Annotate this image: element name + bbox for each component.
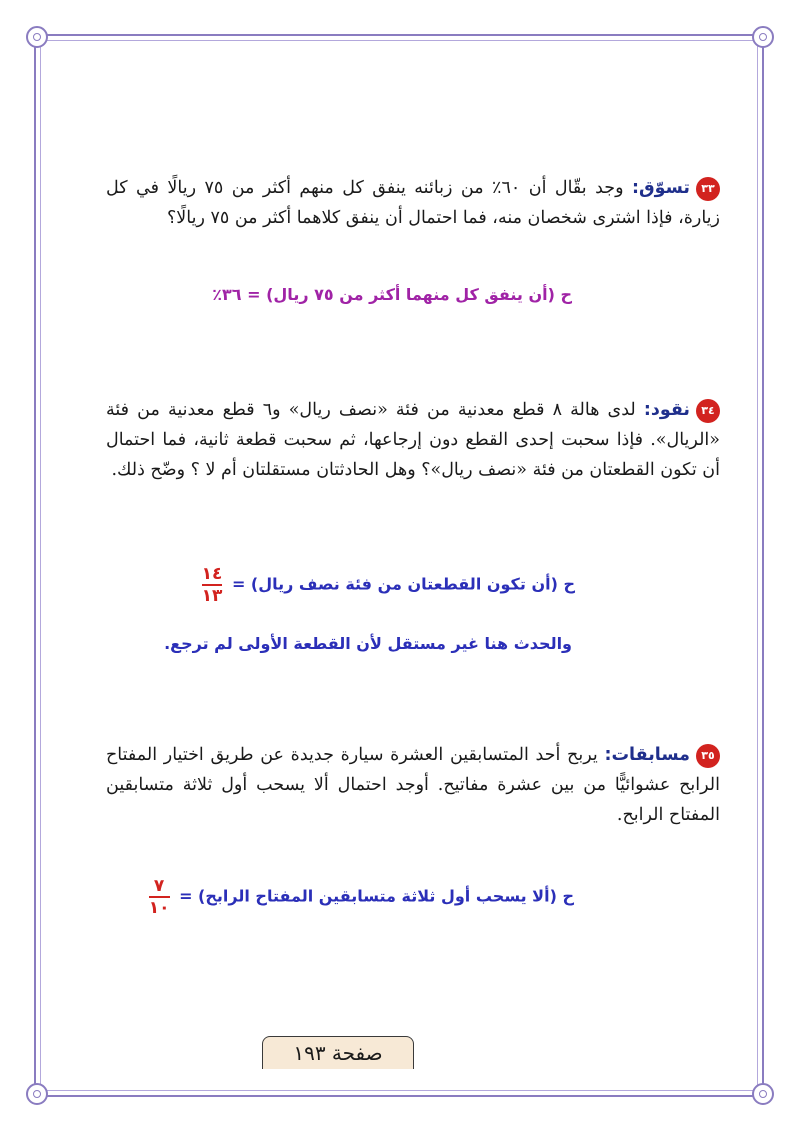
answer-33 [212, 285, 572, 304]
problem-number-badge: ٣٣ [696, 177, 720, 201]
fraction-numerator: ٧ [153, 876, 165, 896]
problem-topic: نقود: [643, 400, 690, 420]
answer-fraction [149, 876, 170, 918]
answer-fraction [202, 564, 223, 606]
problem-topic: مسابقات: [604, 745, 690, 765]
problem-text: يربح أحد المتسابقين العشرة سيارة جديدة عن طريق اختيار المفتاح الرابح عشوائيًّا من بين عشرة مفاتيح. أوجد احتمال ألا يسحب أول ثلاثة متسابقين المفتاح الرابح. [106, 745, 720, 825]
problem-text: وجد بقّال أن ٦٠٪ من زبائنه ينفق كل منهم أكثر من ٧٥ ريالًا في كل زيارة، فإذا اشترى شخصان منه، فما احتمال أن ينفق كلاهما أكثر من ٧٥ ريالًا؟ [106, 178, 720, 228]
answer-35 [145, 876, 574, 918]
problem-text: لدى هالة ٨ قطع معدنية من فئة «نصف ريال» و٦ قطع معدنية من فئة «الريال». فإذا سحبت إحدى القطع دون إرجاعها، ثم سحبت قطعة ثانية، فما احتمال أن تكون القطعتان من فئة «نصف ريال»؟ وهل الحادثتان مستقلتان أم لا ؟ وضّح ذلك. [106, 400, 720, 480]
page-number-tab [262, 1036, 414, 1069]
fraction-denominator: ١٠ [148, 898, 170, 918]
problem-topic: تسوّق: [632, 178, 690, 198]
corner-ornament-icon [752, 1083, 774, 1105]
answer-text: ح (أن ينفق كل منهما أكثر من ٧٥ ريال) = ٣٦٪ [212, 285, 572, 304]
corner-ornament-icon [752, 26, 774, 48]
problem-number-badge: ٣٥ [696, 744, 720, 768]
corner-ornament-icon [26, 26, 48, 48]
corner-ornament-icon [26, 1083, 48, 1105]
answer-34 [198, 564, 575, 606]
page-number-label: صفحة ١٩٣ [293, 1041, 383, 1065]
fraction-denominator: ١٣ [201, 586, 223, 606]
problem-34 [106, 395, 720, 485]
problem-35 [106, 740, 720, 830]
answer-text: ح (ألا يسحب أول ثلاثة متسابقين المفتاح الرابح) = [179, 886, 574, 906]
problem-33 [106, 173, 720, 233]
fraction-numerator: ١٤ [201, 564, 223, 584]
problem-number-badge: ٣٤ [696, 399, 720, 423]
answer-34-note [164, 634, 572, 653]
answer-note: والحدث هنا غير مستقل لأن القطعة الأولى لم ترجع. [164, 634, 572, 653]
answer-text: ح (أن تكون القطعتان من فئة نصف ريال) = [231, 574, 575, 594]
